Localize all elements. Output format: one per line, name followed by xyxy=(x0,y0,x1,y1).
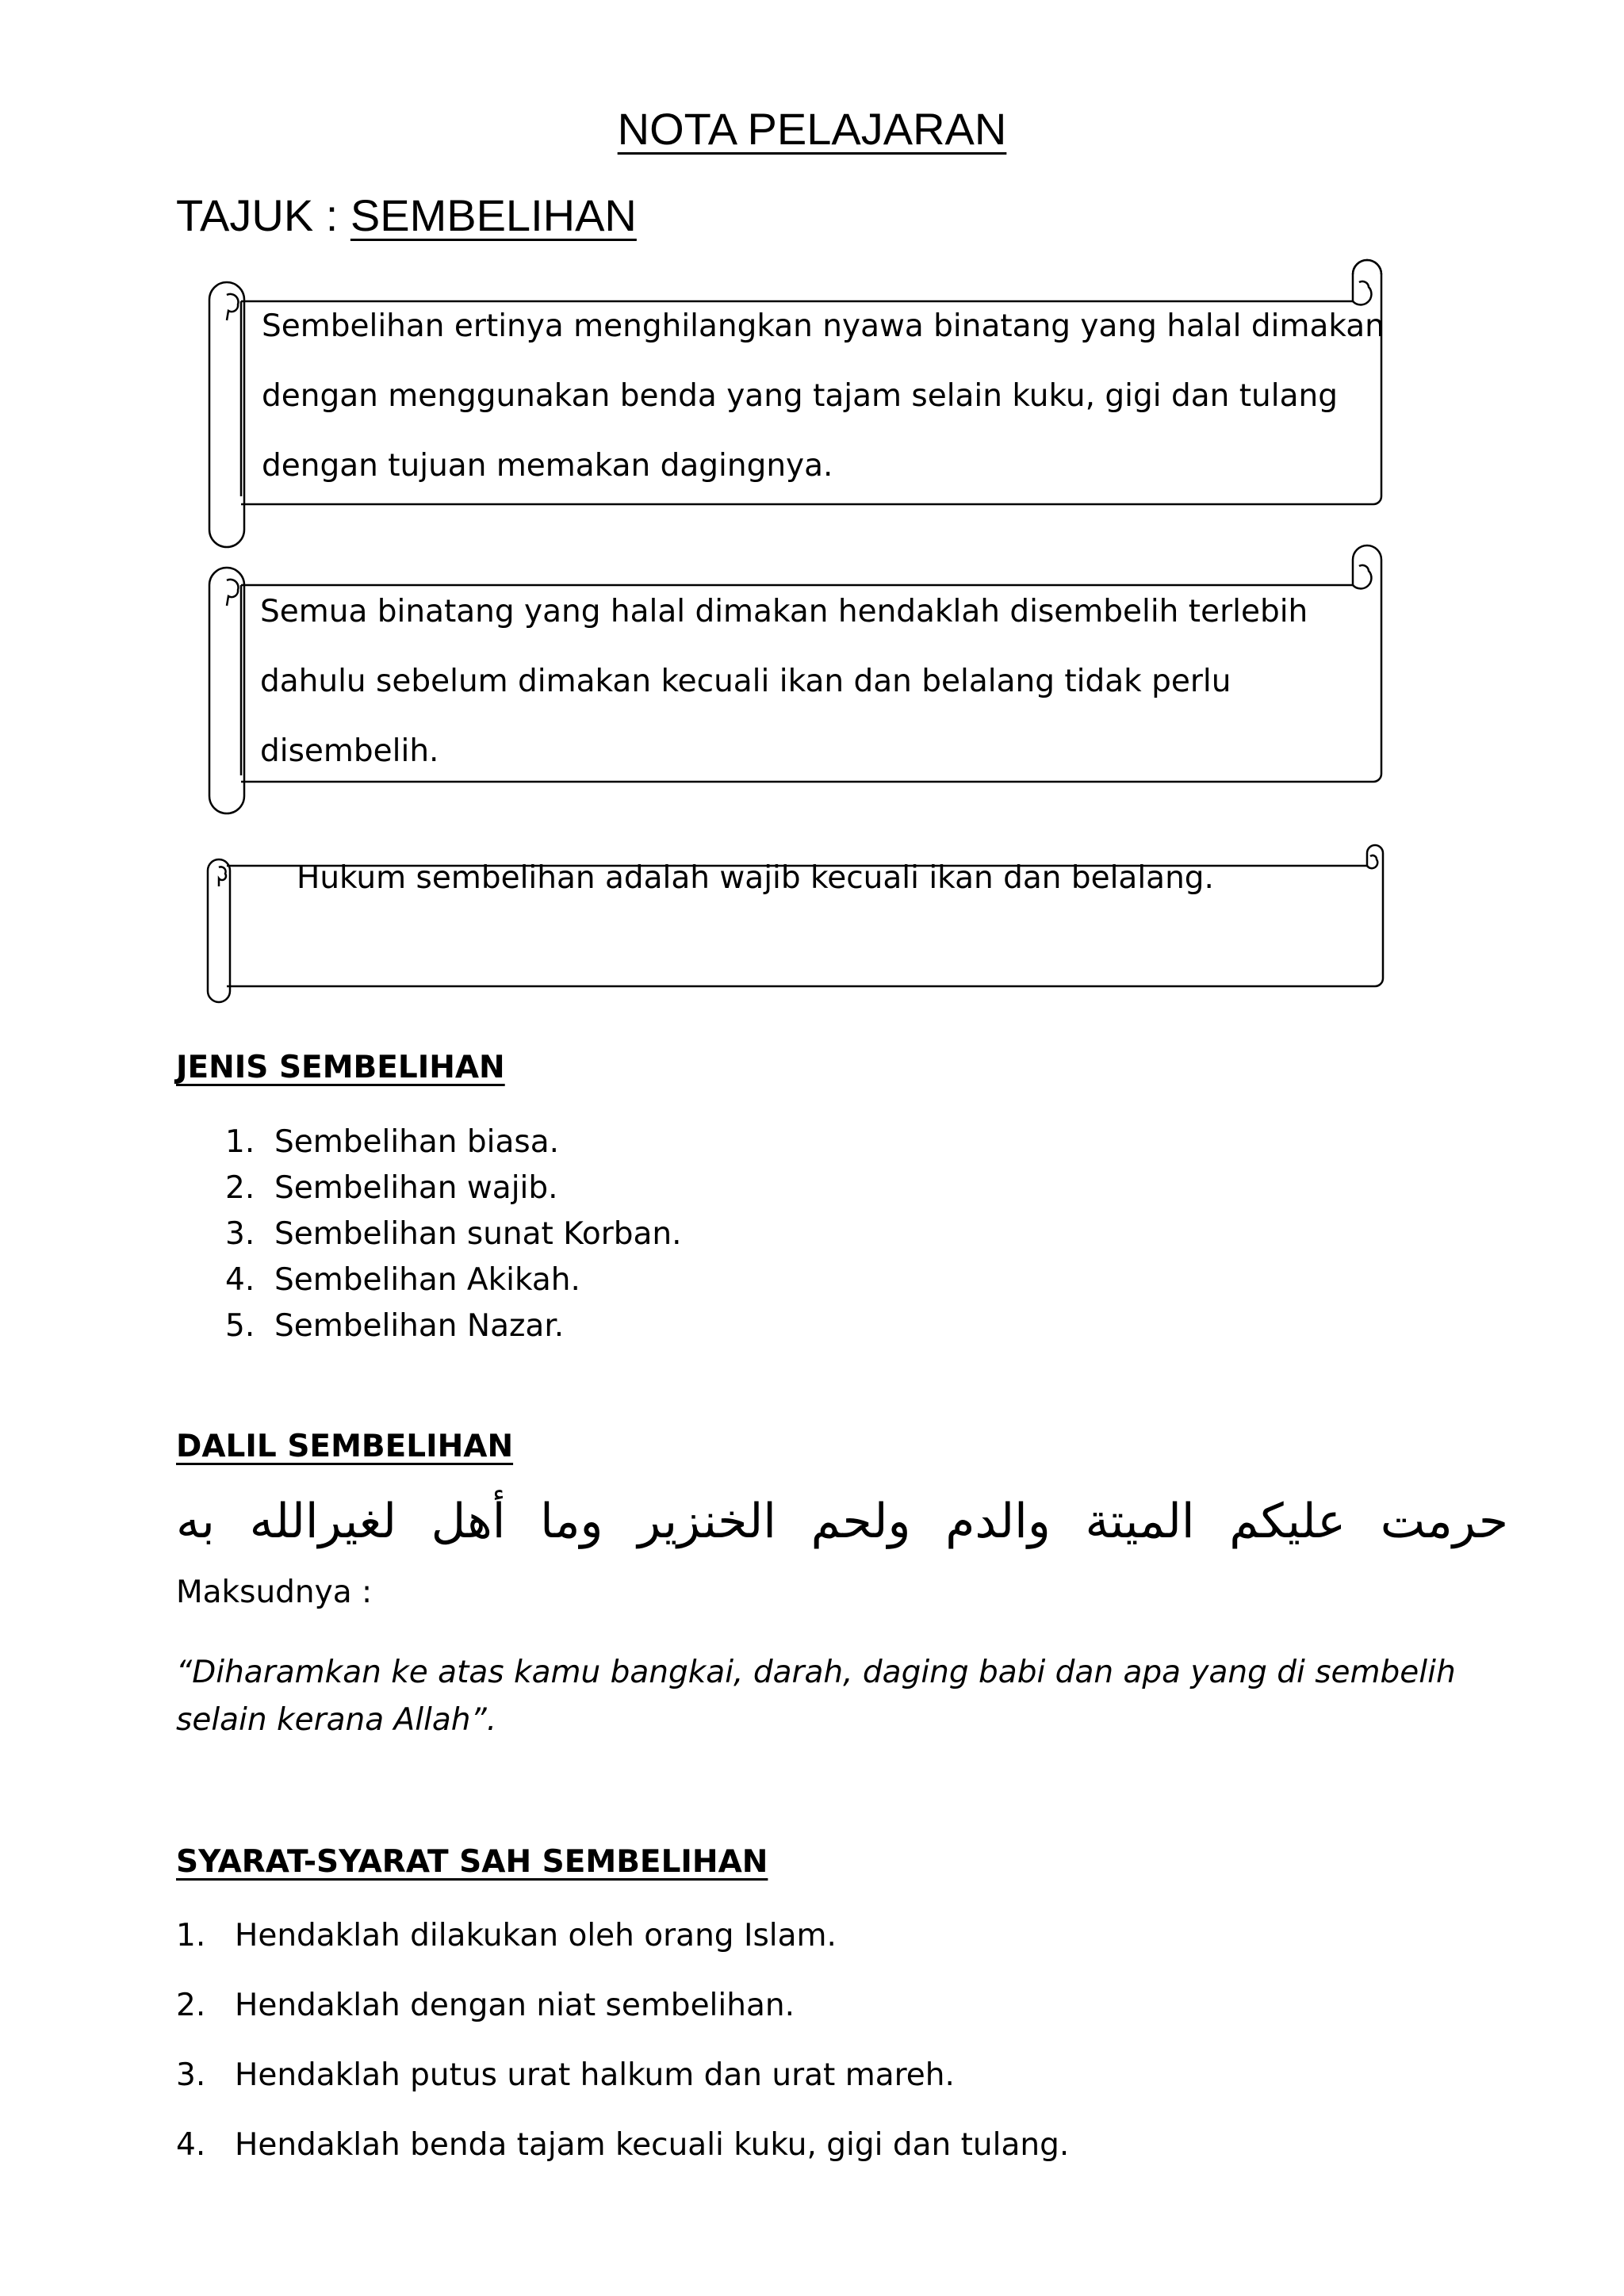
page-title xyxy=(0,101,1624,157)
list-item xyxy=(225,1165,682,1211)
scroll-box-ruling xyxy=(203,842,1400,1008)
list-text: Sembelihan wajib. xyxy=(274,1170,558,1206)
scroll-line: Semua binatang yang halal dimakan hendaklah disembelih terlebih xyxy=(260,594,1308,629)
list-item xyxy=(225,1211,682,1257)
scroll-line: Sembelihan ertinya menghilangkan nyawa binatang yang halal dimakan xyxy=(262,308,1385,344)
list-number: 5. xyxy=(225,1308,255,1344)
list-number: 2. xyxy=(176,1988,206,2023)
scroll-line: dengan menggunakan benda yang tajam selain kuku, gigi dan tulang xyxy=(262,378,1338,414)
list-number: 4. xyxy=(176,2127,206,2163)
list-item xyxy=(176,1982,1069,2052)
scroll-box-definition xyxy=(203,258,1400,544)
list-text: Sembelihan biasa. xyxy=(274,1124,559,1160)
jenis-list xyxy=(225,1119,682,1349)
syarat-heading: SYARAT-SYARAT SAH SEMBELIHAN xyxy=(176,1844,768,1880)
list-text: Sembelihan sunat Korban. xyxy=(274,1216,682,1252)
list-item xyxy=(225,1257,682,1303)
dalil-heading: DALIL SEMBELIHAN xyxy=(176,1429,514,1464)
list-item xyxy=(225,1119,682,1165)
list-item xyxy=(176,2052,1069,2122)
list-text: Sembelihan Akikah. xyxy=(274,1262,580,1298)
list-number: 3. xyxy=(225,1216,255,1252)
list-number: 1. xyxy=(176,1918,206,1954)
topic-value: SEMBELIHAN xyxy=(350,190,637,240)
list-text: Hendaklah benda tajam kecuali kuku, gigi dan tulang. xyxy=(235,2127,1070,2163)
meaning-text: “Diharamkan ke atas kamu bangkai, darah, daging babi dan apa yang di sembelih selain kerana Allah”. xyxy=(176,1655,1456,1738)
list-text: Hendaklah dilakukan oleh orang Islam. xyxy=(235,1918,837,1954)
page-title-text: NOTA PELAJARAN xyxy=(617,104,1007,154)
meaning-label: Maksudnya : xyxy=(176,1575,373,1610)
list-number: 4. xyxy=(225,1262,255,1298)
scroll-line: disembelih. xyxy=(260,733,439,769)
topic-line xyxy=(176,187,637,244)
list-text: Hendaklah putus urat halkum dan urat mareh. xyxy=(235,2057,955,2093)
list-item xyxy=(225,1303,682,1349)
list-text: Sembelihan Nazar. xyxy=(274,1308,565,1344)
list-number: 1. xyxy=(225,1124,255,1160)
list-number: 2. xyxy=(225,1170,255,1206)
list-item xyxy=(176,1912,1069,1982)
scroll-line: dahulu sebelum dimakan kecuali ikan dan belalang tidak perlu xyxy=(260,664,1231,699)
syarat-list xyxy=(176,1912,1069,2191)
scroll-box-rule xyxy=(203,544,1400,813)
topic-label: TAJUK : xyxy=(176,190,350,240)
arabic-verse: حرمت عليكم الميتة والدم ولحم الخنزير وما أهل لغيرالله به xyxy=(176,1494,1508,1549)
scroll-line: dengan tujuan memakan dagingnya. xyxy=(262,448,833,484)
list-number: 3. xyxy=(176,2057,206,2093)
jenis-heading: JENIS SEMBELIHAN xyxy=(176,1050,505,1085)
list-text: Hendaklah dengan niat sembelihan. xyxy=(235,1988,795,2023)
list-item xyxy=(176,2122,1069,2191)
scroll-line: Hukum sembelihan adalah wajib kecuali ikan dan belalang. xyxy=(297,860,1214,896)
